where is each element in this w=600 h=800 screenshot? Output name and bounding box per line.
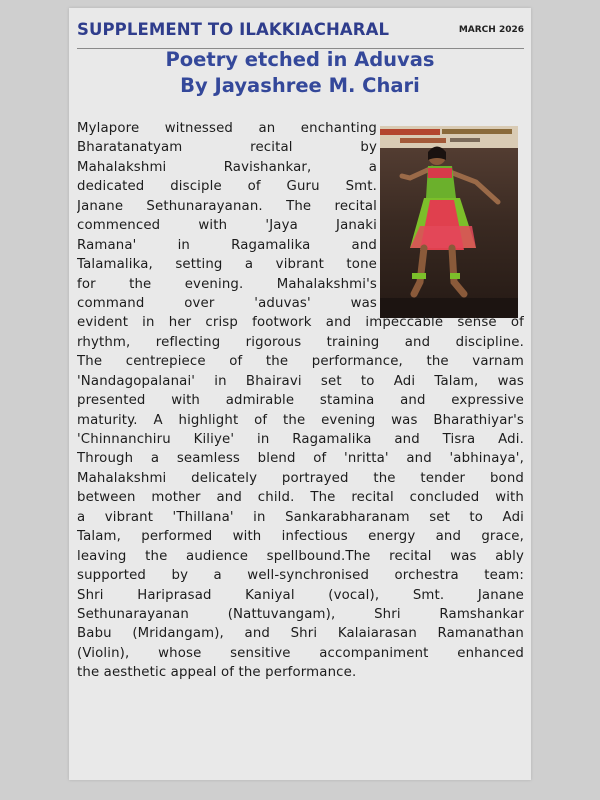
text-line: presented with admirable stamina and expressive [77, 393, 524, 409]
paragraph-beside-photo [77, 119, 377, 313]
text-line: dedicated disciple of Guru Smt. [77, 179, 377, 195]
text-line: for the evening. Mahalakshmi's [77, 276, 377, 292]
text-line: Mahalakshmi Ravishankar, a [77, 159, 377, 175]
text-line: Mahalakshmi delicately portrayed the tender bond [77, 470, 524, 486]
text-line: Talamalika, setting a vibrant tone [77, 257, 377, 273]
paragraph-full-width [77, 313, 524, 682]
article-byline: By Jayashree M. Chari [180, 74, 420, 97]
newspaper-page [69, 8, 531, 780]
text-line: the aesthetic appeal of the performance. [77, 665, 357, 681]
text-line: a vibrant 'Thillana' in Sankarabharanam set to Adi [77, 509, 524, 525]
text-line: 'Chinnanchiru Kiliye' in Ragamalika and Tisra Adi. [77, 432, 524, 447]
text-line: Talam, performed with infectious energy and grace, [77, 529, 524, 545]
text-line: Sethunarayanan (Nattuvangam), Shri Ramshankar [77, 606, 524, 622]
text-line: supported by a well-synchronised orchestra team: [77, 568, 524, 584]
masthead [77, 18, 524, 49]
text-line: commenced with 'Jaya Janaki [77, 218, 377, 234]
text-line: maturity. A highlight of the evening was Bharathiyar's [77, 412, 524, 428]
text-line: The centrepiece of the performance, the varnam [77, 354, 524, 370]
text-line: Ramana' in Ragamalika and [77, 237, 377, 253]
text-line: evident in her crisp footwork and impeccable sense of [77, 315, 524, 331]
text-line: Shri Hariprasad Kaniyal (vocal), Smt. Janane [77, 587, 524, 603]
text-line: Through a seamless blend of 'nritta' and 'abhinaya', [77, 451, 524, 467]
text-line: rhythm, reflecting rigorous training and discipline. [77, 334, 524, 350]
text-line: leaving the audience spellbound.The recital was ably [77, 548, 524, 564]
text-line: between mother and child. The recital concluded with [77, 490, 524, 506]
text-line: 'Nandagopalanai' in Bhairavi set to Adi Talam, was [77, 373, 524, 389]
text-line: command over 'aduvas' was [77, 295, 377, 311]
article-title: Poetry etched in Aduvas [165, 48, 435, 71]
text-line: Babu (Mridangam), and Shri Kalaiarasan Ramanathan [77, 626, 524, 642]
supplement-title: SUPPLEMENT TO ILAKKIACHARAL [77, 20, 390, 39]
text-line: Janane Sethunarayanan. The recital [77, 198, 377, 214]
issue-date: MARCH 2026 [458, 25, 524, 35]
text-line: (Violin), whose sensitive accompaniment enhanced [77, 645, 524, 661]
text-line: Bharatanatyam recital by [77, 140, 377, 156]
article-body [77, 119, 524, 683]
text-line: Mylapore witnessed an enchanting [77, 121, 377, 136]
